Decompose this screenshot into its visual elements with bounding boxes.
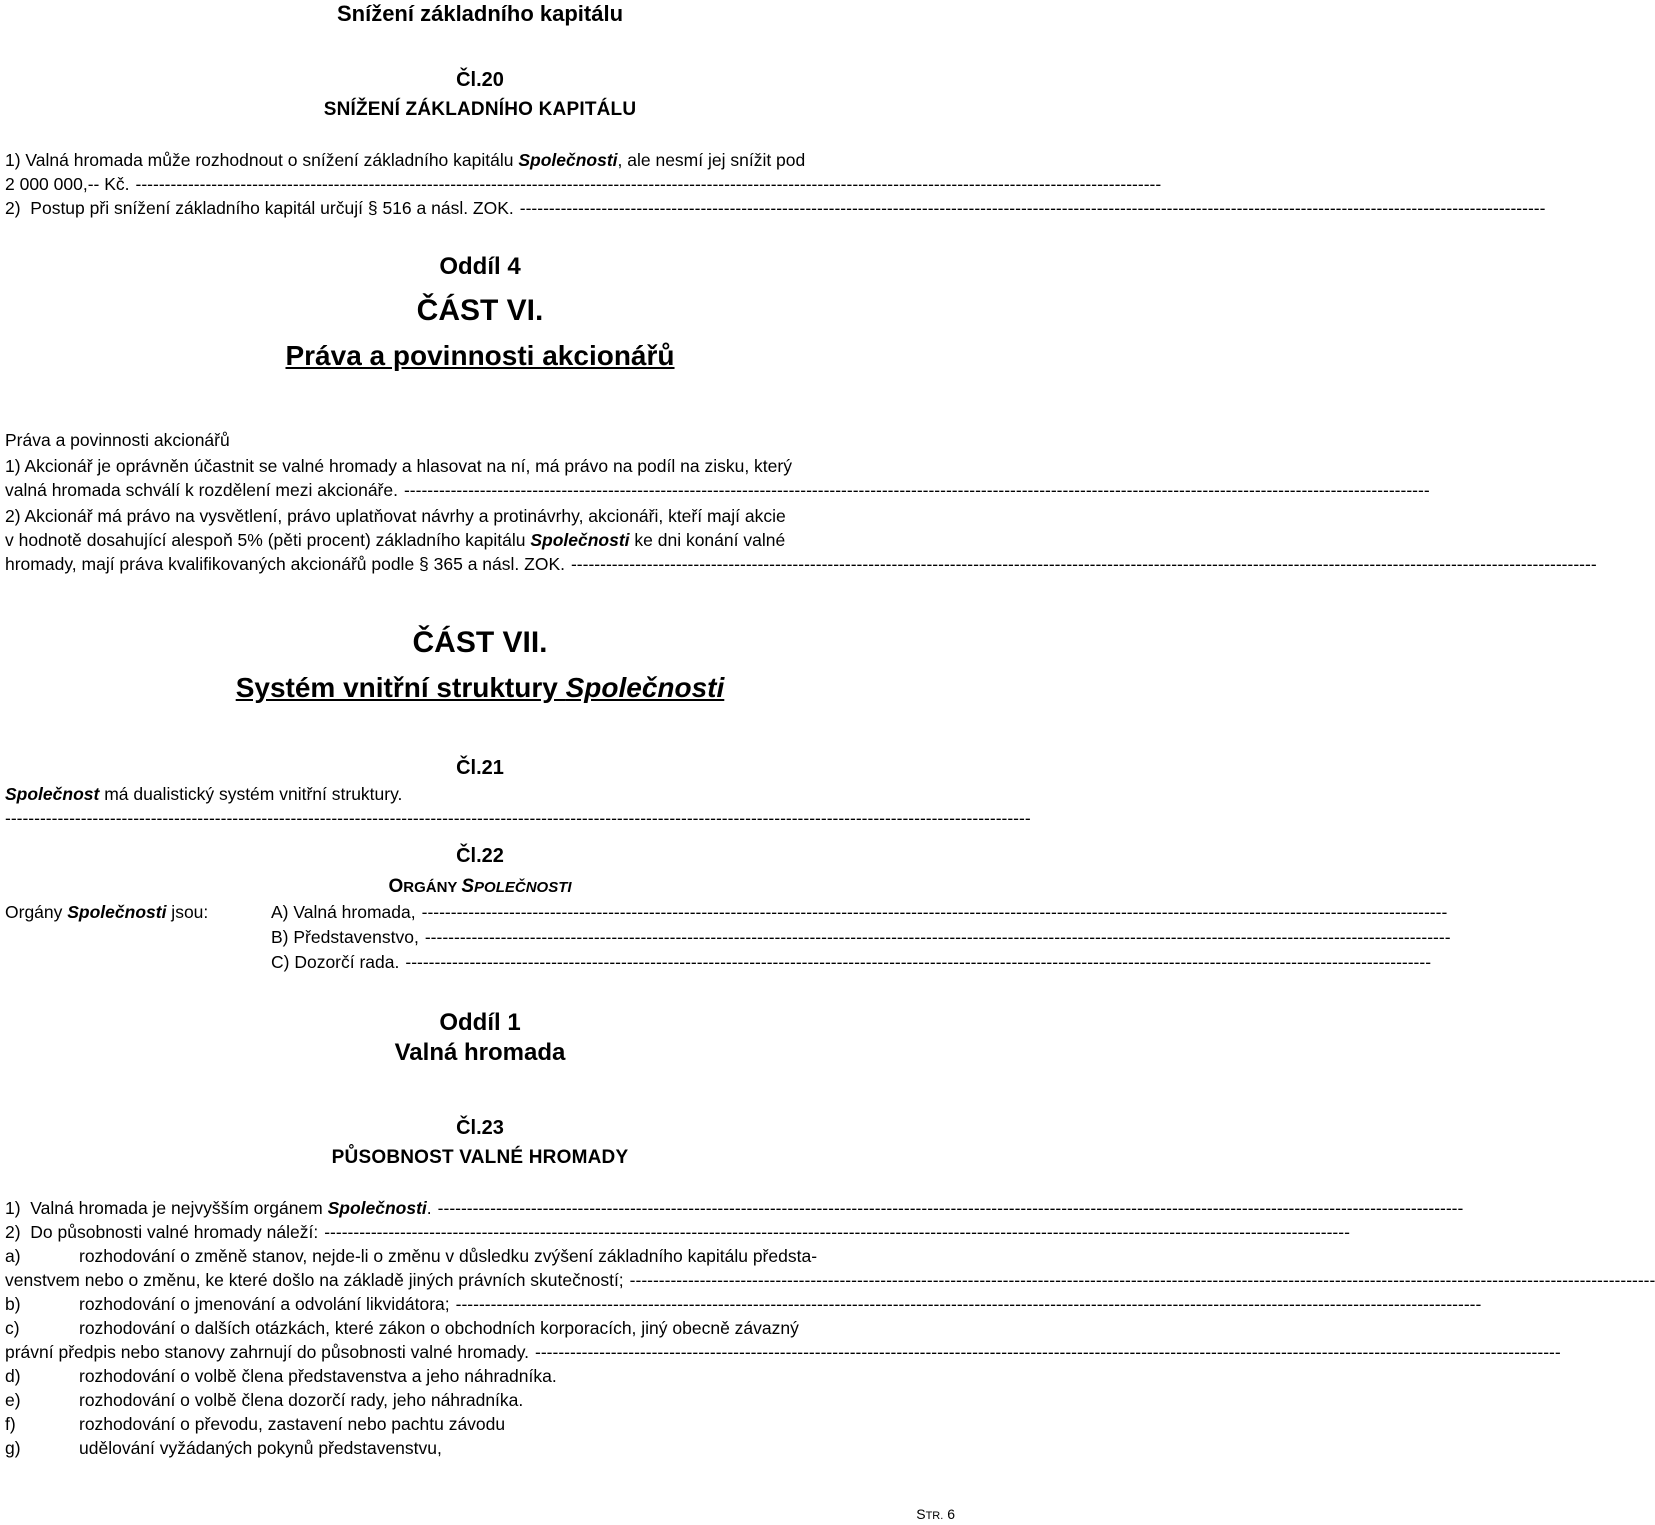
dash-fill: -------------------------------------------------------------------------------------------------------------------------------------------------------------------------------- xyxy=(570,554,1597,574)
organ-item: A) Valná hromada, -------------------------------------------------------------------------------------------------------------------------------------------------------------------------------- xyxy=(271,902,1448,922)
dash-fill: -------------------------------------------------------------------------------------------------------------------------------------------------------------------------------- xyxy=(135,174,1162,194)
list-item: c) rozhodování o dalších otázkách, které zákon o obchodních korporacích, jiný obecně závazný xyxy=(5,1318,799,1338)
article-23-paragraph-2: 2) Do působnosti valné hromady náleží: -------------------------------------------------------------------------------------------------------------------------------------------------------------------------------- xyxy=(5,1222,1350,1242)
article-21-text: Společnost má dualistický systém vnitřní struktury. xyxy=(5,784,403,804)
section-1-subtitle: Valná hromada xyxy=(394,1039,566,1066)
list-item-cont: venstvem nebo o změnu, ke které došlo na základě jiných právních skutečností; -------------------------------------------------------------------------------------------------------------------------------------------------------------------------------- xyxy=(5,1270,1655,1290)
list-item-cont: právní předpis nebo stanovy zahrnují do působnosti valné hromady. -------------------------------------------------------------------------------------------------------------------------------------------------------------------------------- xyxy=(5,1342,1561,1362)
section-4-title: Oddíl 4 xyxy=(439,253,521,280)
list-item: d) rozhodování o volbě člena představenstva a jeho náhradníka. xyxy=(5,1366,557,1386)
part-6-paragraph-2-end: hromady, mají práva kvalifikovaných akcionářů podle § 365 a násl. ZOK. -------------------------------------------------------------------------------------------------------------------------------------------------------------------------------- xyxy=(5,554,1597,574)
article-20-number: Čl.20 xyxy=(456,69,504,91)
list-item: b) rozhodování o jmenování a odvolání likvidátora; -------------------------------------------------------------------------------------------------------------------------------------------------------------------------------- xyxy=(5,1294,1482,1314)
page-number: STR. 6 xyxy=(916,1506,955,1522)
page-title: Snížení základního kapitálu xyxy=(336,1,624,26)
part-7-title: ČÁST VII. xyxy=(412,626,548,659)
article-20-paragraph-1-cont: 2 000 000,-- Kč. -------------------------------------------------------------------------------------------------------------------------------------------------------------------------------- xyxy=(5,174,1162,194)
list-item: e) rozhodování o volbě člena dozorčí rady, jeho náhradníka. xyxy=(5,1390,524,1410)
part-6-title: ČÁST VI. xyxy=(416,294,544,327)
dash-fill: -------------------------------------------------------------------------------------------------------------------------------------------------------------------------------- xyxy=(437,1198,1464,1218)
part-6-subtitle: Práva a povinnosti akcionářů xyxy=(285,340,675,371)
part-6-paragraph-1-cont: valná hromada schválí k rozdělení mezi akcionáře. -------------------------------------------------------------------------------------------------------------------------------------------------------------------------------- xyxy=(5,480,1430,500)
organ-item: B) Představenstvo, -------------------------------------------------------------------------------------------------------------------------------------------------------------------------------- xyxy=(271,927,1451,947)
dash-fill: -------------------------------------------------------------------------------------------------------------------------------------------------------------------------------- xyxy=(421,902,1448,922)
part-6-intro: Práva a povinnosti akcionářů xyxy=(5,430,230,450)
dash-fill: -------------------------------------------------------------------------------------------------------------------------------------------------------------------------------- xyxy=(629,1270,1655,1290)
dash-fill: -------------------------------------------------------------------------------------------------------------------------------------------------------------------------------- xyxy=(403,480,1430,500)
article-20-heading: SNÍŽENÍ ZÁKLADNÍHO KAPITÁLU xyxy=(323,99,637,120)
article-21-number: Čl.21 xyxy=(456,757,504,779)
article-23-paragraph-1: 1) Valná hromada je nejvyšším orgánem Společnosti. -------------------------------------------------------------------------------------------------------------------------------------------------------------------------------- xyxy=(5,1198,1464,1218)
part-6-paragraph-2-cont: v hodnotě dosahující alespoň 5% (pěti procent) základního kapitálu Společnosti ke dni konání valné xyxy=(5,530,786,550)
part-6-paragraph-1: 1) Akcionář je oprávněn účastnit se valné hromady a hlasovat na ní, má právo na podíl na zisku, který xyxy=(5,456,792,476)
part-6-paragraph-2: 2) Akcionář má právo na vysvětlení, právo uplatňovat návrhy a protinávrhy, akcionáři, kteří mají akcie xyxy=(5,506,786,526)
organ-item: C) Dozorčí rada. -------------------------------------------------------------------------------------------------------------------------------------------------------------------------------- xyxy=(271,952,1432,972)
paragraph-symbol: § xyxy=(419,554,429,574)
section-1-title: Oddíl 1 xyxy=(439,1009,521,1036)
article-23-heading: PŮSOBNOST VALNÉ HROMADY xyxy=(331,1147,629,1168)
dash-fill: -------------------------------------------------------------------------------------------------------------------------------------------------------------------------------- xyxy=(535,1342,1561,1362)
list-item: a) rozhodování o změně stanov, nejde-li o změnu v důsledku zvýšení základního kapitálu předsta- xyxy=(5,1246,818,1266)
part-7-subtitle: Systém vnitřní struktury Společnosti xyxy=(235,672,725,703)
article-20-paragraph-2: 2) Postup při snížení základního kapitál určují § 516 a násl. ZOK. -------------------------------------------------------------------------------------------------------------------------------------------------------------------------------- xyxy=(5,198,1546,218)
article-20-paragraph-1: 1) Valná hromada může rozhodnout o snížení základního kapitálu Společnosti, ale nesmí jej snížit pod xyxy=(5,150,806,170)
dash-fill: -------------------------------------------------------------------------------------------------------------------------------------------------------------------------------- xyxy=(324,1222,1350,1242)
list-item: f) rozhodování o převodu, zastavení nebo pachtu závodu xyxy=(5,1414,506,1434)
dash-fill: -------------------------------------------------------------------------------------------------------------------------------------------------------------------------------- xyxy=(519,198,1546,218)
article-23-number: Čl.23 xyxy=(456,1117,504,1139)
article-22-number: Čl.22 xyxy=(456,845,504,867)
organs-label: Orgány Společnosti jsou: xyxy=(5,902,209,922)
dash-fill: -------------------------------------------------------------------------------------------------------------------------------------------------------------------------------- xyxy=(455,1294,1482,1314)
article-22-heading: ORGÁNY SPOLEČNOSTI xyxy=(388,876,572,897)
dash-fill: -------------------------------------------------------------------------------------------------------------------------------------------------------------------------------- xyxy=(405,952,1432,972)
paragraph-symbol: § xyxy=(367,198,378,218)
list-item: g) udělování vyžádaných pokynů představenstvu, xyxy=(5,1438,442,1458)
dash-fill: -------------------------------------------------------------------------------------------------------------------------------------------------------------------------------- xyxy=(424,927,1451,947)
dash-fill: -------------------------------------------------------------------------------------------------------------------------------------------------------------------------------- xyxy=(5,808,1031,828)
